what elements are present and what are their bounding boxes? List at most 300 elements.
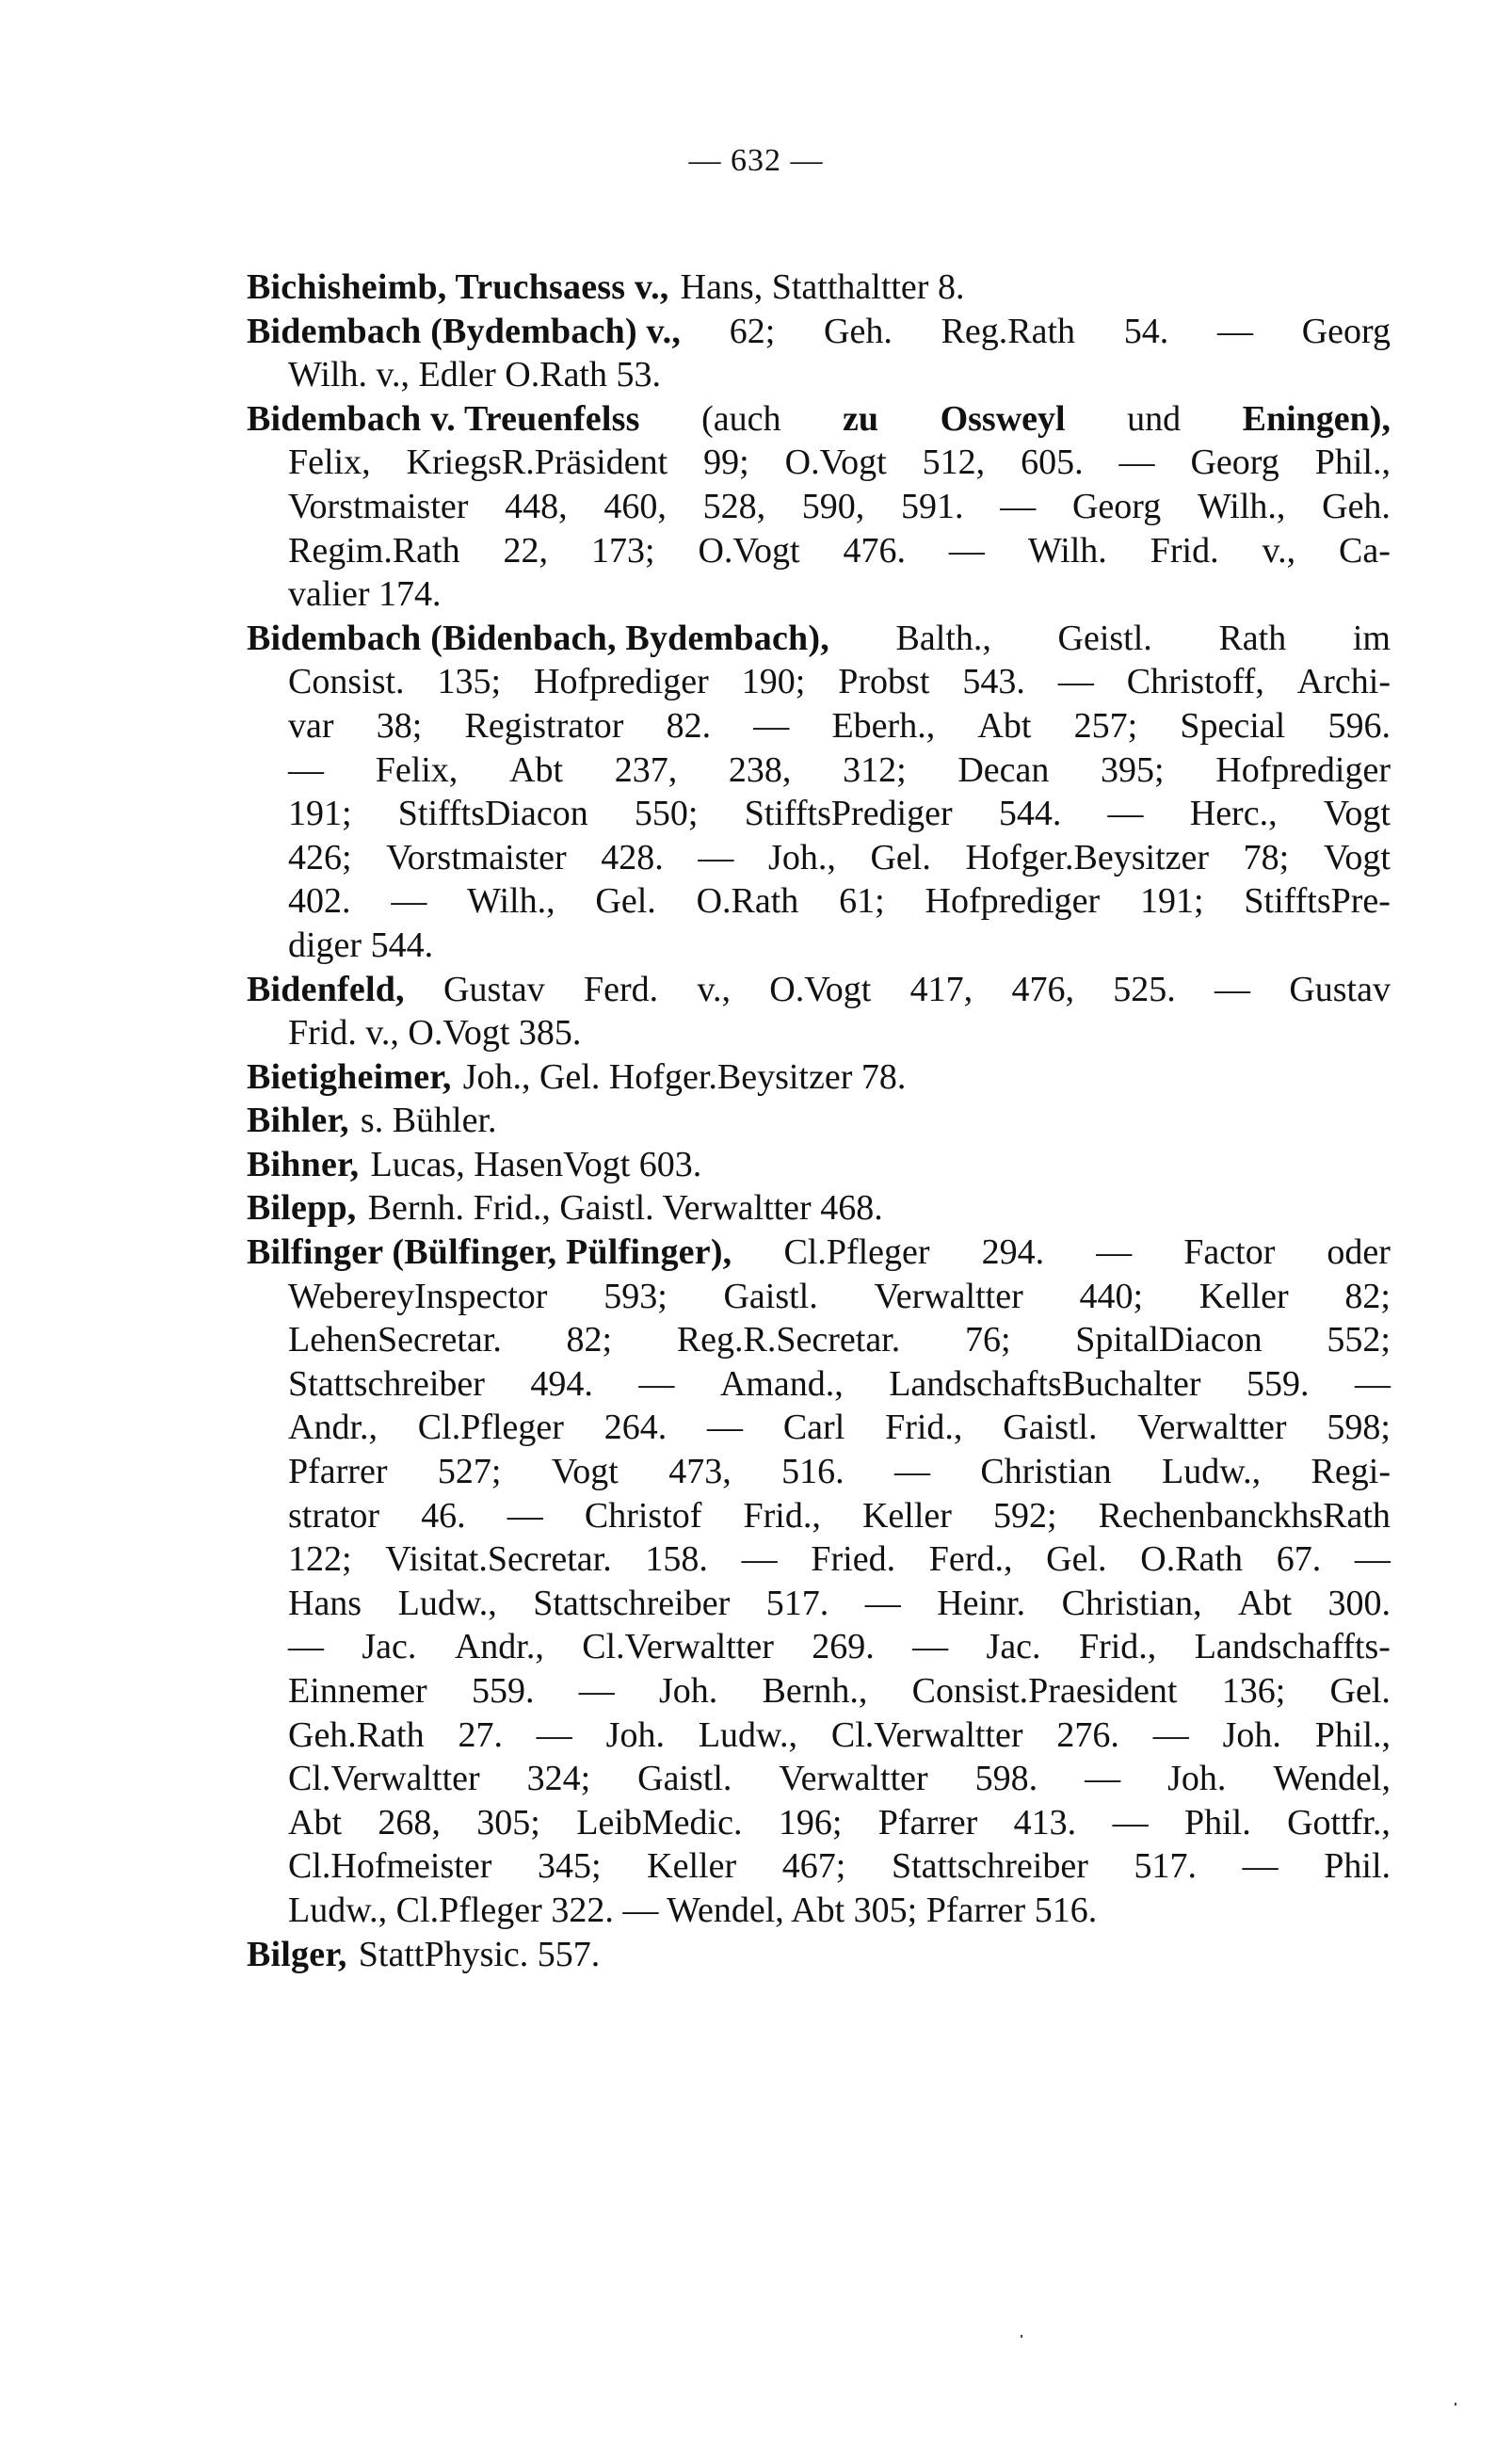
entry-word: 54. [1123, 311, 1169, 351]
entry-continuation-line [247, 1318, 1391, 1362]
entry-word: Reg.R.Secretar. [676, 1320, 901, 1360]
entry-word: 527; [437, 1452, 502, 1492]
entry-word: 528, [702, 486, 766, 526]
entry-word: Ferd., [928, 1539, 1013, 1580]
entry-word: Abt [509, 749, 563, 790]
entry-word: Christian [980, 1452, 1112, 1492]
entry-word: O.Rath [696, 881, 799, 922]
entry-word: Andr., [454, 1627, 544, 1667]
entry-continuation-line [247, 836, 1391, 880]
index-entry [247, 1143, 1391, 1187]
entry-continuation-line [247, 1494, 1391, 1538]
entry-word: 552; [1327, 1320, 1391, 1360]
entry-word: Gustav [1289, 969, 1391, 1009]
entry-word: Frid., [743, 1495, 821, 1536]
entry-word: 605. [1021, 443, 1084, 483]
entry-word: Ludw., [1162, 1452, 1262, 1492]
entry-word: Cl.Verwaltter [830, 1714, 1023, 1755]
entry-word: 512, [922, 443, 986, 483]
entry-word: 550; [634, 794, 699, 834]
entry-word: Geistl. [1057, 618, 1152, 658]
entry-head-line [247, 1186, 1391, 1231]
entry-word: 417, [909, 969, 973, 1009]
entry-word: strator [288, 1495, 380, 1536]
entry-head-line [247, 266, 1391, 310]
entry-continuation-line [247, 572, 1391, 617]
entry-word: 122; [288, 1539, 352, 1580]
entry-word: und [1127, 398, 1182, 439]
entry-word: v., [697, 969, 731, 1009]
entry-word: Felix, [375, 749, 458, 790]
entry-word: Reg.Rath [941, 311, 1076, 351]
entry-continuation-line [247, 1757, 1391, 1801]
entry-word: 78; [1243, 837, 1290, 877]
index-entry [247, 1099, 1391, 1143]
entry-word: 82; [1344, 1276, 1391, 1316]
entry-word: — [288, 749, 324, 790]
entry-word: Visitat.Secretar. [385, 1539, 612, 1580]
entry-word: Keller [861, 1495, 952, 1536]
entry-word: 543. [962, 662, 1025, 702]
entry-word: 467; [781, 1846, 846, 1887]
entry-word: Consist. [288, 662, 405, 702]
entry-word: Cl.Pfleger [417, 1408, 564, 1448]
entry-text: Frid. v., O.Vogt 385. [288, 1013, 582, 1054]
headword: Bilger, [247, 1934, 347, 1974]
entry-word: Vogt [1323, 837, 1391, 877]
entry-word: 61; [839, 881, 885, 922]
entry-word: Joh. [658, 1671, 718, 1711]
page-number: — 632 — [688, 143, 824, 178]
entry-word: — [753, 705, 790, 746]
entry-word: Cl.Verwaltter [582, 1627, 774, 1667]
entry-word: Christoff, [1126, 662, 1264, 702]
entry-word: Jac. [986, 1627, 1041, 1667]
entry-word: 136; [1221, 1671, 1286, 1711]
entry-word: 269. [812, 1627, 875, 1667]
entry-word: StifftsDiacon [397, 794, 588, 834]
entry-word: Regi- [1311, 1452, 1391, 1492]
entry-text: s. Bühler. [360, 1101, 497, 1141]
entry-word: Stattschreiber [891, 1846, 1088, 1887]
entry-word: 516. [781, 1452, 844, 1492]
entry-word: Phil. [1324, 1846, 1391, 1887]
entry-word: 517. [1134, 1846, 1197, 1887]
entry-word: Phil., [1314, 443, 1391, 483]
entry-word: 196; [778, 1802, 843, 1842]
entry-word: — [1000, 486, 1037, 526]
entry-word: Gel. [1329, 1671, 1391, 1711]
entry-word: 300. [1327, 1583, 1391, 1623]
entry-word: 268, [378, 1802, 441, 1842]
entry-word: 264. [603, 1408, 668, 1448]
entry-word: Consist.Praesident [911, 1671, 1178, 1711]
entry-word: Bernh., [762, 1671, 868, 1711]
entry-word: 440; [1079, 1276, 1144, 1316]
entry-continuation-line [247, 1362, 1391, 1407]
entry-text: Ludw., Cl.Pfleger 322. — Wendel, Abt 305; Pfarrer 516. [288, 1890, 1098, 1930]
entry-word: Joh., [768, 837, 836, 877]
entry-word: Keller [1198, 1276, 1289, 1316]
entry-word: 395; [1101, 749, 1165, 790]
entry-word: 448, [505, 486, 568, 526]
entry-word: Probst [838, 662, 930, 702]
headword: Bidembach (Bidenbach, Bydembach), [247, 618, 829, 658]
entry-word: oder [1327, 1232, 1391, 1273]
entry-word: Vogt [1323, 794, 1391, 834]
entry-word: Special [1180, 705, 1286, 746]
index-entry [247, 1055, 1391, 1100]
entry-word: — [1354, 1363, 1391, 1404]
entry-word: Ca- [1339, 530, 1391, 571]
entry-word: LeibMedic. [576, 1802, 743, 1842]
entry-word: Gaistl. [637, 1759, 732, 1799]
entry-word: Carl [782, 1408, 845, 1448]
entry-word: Geh. [824, 311, 893, 351]
entry-head-line [247, 1099, 1391, 1143]
entry-word: RechenbanckhsRath [1098, 1495, 1391, 1536]
index-entry [247, 1933, 1391, 1977]
entry-head-line [247, 310, 1391, 354]
entry-continuation-line [247, 1625, 1391, 1669]
entry-word: Georg [1190, 443, 1279, 483]
entry-text: Bernh. Frid., Gaistl. Verwaltter 468. [367, 1188, 883, 1229]
entry-continuation-line [247, 1844, 1391, 1889]
entry-continuation-line [247, 1889, 1391, 1933]
entry-word: Verwaltter [779, 1759, 928, 1799]
entry-word: Christian, [1061, 1583, 1202, 1623]
entry-word: 476. [843, 530, 906, 571]
headword: Bichisheimb, Truchsaess v., [247, 267, 669, 307]
entry-word: Factor [1183, 1232, 1276, 1273]
entry-word: Eberh., [831, 705, 936, 746]
entry-word: Abt [977, 705, 1032, 746]
entry-word: Stattschreiber [533, 1583, 731, 1623]
entry-word: Vorstmaister [288, 486, 469, 526]
entry-word: Georg [1301, 311, 1391, 351]
entry-word: Geh.Rath [288, 1714, 425, 1755]
entry-word: — [893, 1452, 930, 1492]
entry-word: 191; [1140, 881, 1204, 922]
entry-word: 22, [503, 530, 549, 571]
entry-continuation-line [247, 441, 1391, 485]
entry-continuation-line [247, 1582, 1391, 1626]
entry-word: LandschaftsBuchalter [889, 1363, 1201, 1404]
entry-word: Ossweyl [940, 398, 1066, 439]
entry-word: — [288, 1627, 324, 1667]
entry-continuation-line [247, 748, 1391, 793]
entry-word: — [707, 1408, 744, 1448]
entry-word: zu [843, 398, 879, 439]
entry-word: WebereyInspector [288, 1276, 548, 1316]
entry-word: 27. [458, 1714, 503, 1755]
entry-word: Hofger.Beysitzer [965, 837, 1210, 877]
entry-word: 82; [566, 1320, 613, 1360]
entry-head-line [247, 617, 1391, 661]
entry-word: Joh. [605, 1714, 665, 1755]
entry-word: Vogt [551, 1452, 619, 1492]
entry-word: Keller [647, 1846, 737, 1887]
entry-word: Gaistl. [723, 1276, 818, 1316]
index-entry [247, 266, 1391, 310]
entry-word: Gustav [443, 969, 545, 1009]
entry-word: 598; [1327, 1408, 1391, 1448]
entry-continuation-line [247, 1011, 1391, 1055]
entry-word: Verwaltter [1137, 1408, 1287, 1448]
entry-word: 38; [376, 705, 423, 746]
entry-text: StattPhysic. 557. [358, 1934, 601, 1974]
entry-word: 428. [601, 837, 664, 877]
entry-word: 46. [421, 1495, 466, 1536]
index-entry [247, 310, 1391, 397]
scan-speck [1021, 2335, 1022, 2338]
entry-word: — [741, 1539, 778, 1580]
entry-word: Hans [288, 1583, 362, 1623]
entry-word: Einnemer [288, 1671, 427, 1711]
entry-word: — [1152, 1714, 1189, 1755]
entry-word: — [1242, 1846, 1279, 1887]
entry-word: — [864, 1583, 901, 1623]
index-entry [247, 968, 1391, 1055]
entry-word: — [1096, 1232, 1133, 1273]
entry-word: Felix, [288, 443, 371, 483]
entry-word: Pfarrer [877, 1802, 978, 1842]
headword: Bidembach v. Treuenfelss [247, 398, 640, 439]
entry-word: 525. [1113, 969, 1176, 1009]
entry-continuation-line [247, 529, 1391, 573]
index-entry [247, 1231, 1391, 1933]
entry-continuation-line [247, 1275, 1391, 1319]
entry-word: Hofprediger [925, 881, 1101, 922]
entry-continuation-line [247, 1450, 1391, 1494]
entry-word: 544. [998, 794, 1062, 834]
entry-word: Gel. [595, 881, 656, 922]
entry-word: Frid. [1150, 530, 1219, 571]
entry-word: — [638, 1363, 675, 1404]
entry-word: Joh. [1222, 1714, 1281, 1755]
entry-continuation-line [247, 1537, 1391, 1582]
entry-word: — [948, 530, 985, 571]
entry-word: KriegsR.Präsident [406, 443, 668, 483]
entry-word: — [578, 1671, 615, 1711]
entry-word: Andr., [288, 1408, 378, 1448]
entry-word: Eningen), [1242, 398, 1391, 439]
headword: Bidenfeld, [247, 969, 405, 1009]
index-entry [247, 1186, 1391, 1231]
entry-continuation-line [247, 704, 1391, 748]
entry-word: Gottfr., [1287, 1802, 1391, 1842]
entry-word: Hofprediger [1215, 749, 1391, 790]
entry-text: Lucas, HasenVogt 603. [370, 1144, 702, 1184]
entry-word: 99; [703, 443, 749, 483]
entry-word: 402. [288, 881, 351, 922]
entry-word: Decan [957, 749, 1050, 790]
entry-word: Rath [1218, 618, 1287, 658]
entry-word: 559. [471, 1671, 535, 1711]
entry-word: — [1214, 969, 1251, 1009]
entry-word: Fried. [811, 1539, 896, 1580]
entry-continuation-line [247, 1801, 1391, 1845]
entry-word: 494. [530, 1363, 593, 1404]
headword: Bilfinger (Bülfinger, Pülfinger), [247, 1232, 732, 1273]
entry-word: 591. [901, 486, 964, 526]
index-entry [247, 397, 1391, 617]
entry-word: Landschaffts- [1194, 1627, 1391, 1667]
entry-text: diger 544. [288, 925, 434, 965]
entry-word: 276. [1056, 1714, 1119, 1755]
entry-word: 593; [603, 1276, 668, 1316]
entry-word: Phil., [1314, 1714, 1391, 1755]
entry-word: Phil. [1183, 1802, 1251, 1842]
entry-word: Hofprediger [534, 662, 709, 702]
entry-word: O.Vogt [784, 443, 887, 483]
entry-word: Geh. [1322, 486, 1391, 526]
entry-word: — [1085, 1759, 1121, 1799]
entry-word: 62; [729, 311, 776, 351]
entry-word: — [1354, 1539, 1391, 1580]
entry-word: — [912, 1627, 949, 1667]
entry-word: 305; [476, 1802, 540, 1842]
entry-word: Abt [1238, 1583, 1292, 1623]
entry-word: Wilh., [1197, 486, 1286, 526]
entry-word: 596. [1327, 705, 1391, 746]
entry-word: 413. [1013, 1802, 1077, 1842]
entry-word: Gel. [870, 837, 931, 877]
entry-word: O.Vogt [769, 969, 872, 1009]
entry-word: StifftsPrediger [744, 794, 953, 834]
entry-word: Christof [584, 1495, 702, 1536]
entry-word: Amand., [719, 1363, 844, 1404]
entry-word: Pfarrer [288, 1452, 388, 1492]
entry-word: v., [1262, 530, 1296, 571]
headword: Bihner, [247, 1144, 360, 1184]
entry-word: — [507, 1495, 543, 1536]
entry-head-line [247, 1055, 1391, 1100]
entry-word: Archi- [1296, 662, 1391, 702]
entry-head-line [247, 968, 1391, 1012]
entry-word: — [391, 881, 427, 922]
entry-text: valier 174. [288, 574, 442, 615]
entry-word: 294. [981, 1232, 1045, 1273]
entry-word: Gel. [1046, 1539, 1107, 1580]
entry-word: Wilh. [1027, 530, 1107, 571]
entry-word: — [1118, 443, 1155, 483]
entry-text: Hans, Statthaltter 8. [680, 267, 965, 307]
entry-word: 559. [1246, 1363, 1310, 1404]
entry-word: Wendel, [1273, 1759, 1391, 1799]
entry-text: Wilh. v., Edler O.Rath 53. [288, 355, 661, 395]
entry-word: 345; [537, 1846, 602, 1887]
headword: Bidembach (Bydembach) v., [247, 311, 682, 351]
entry-word: 473, [668, 1452, 732, 1492]
entry-continuation-line [247, 924, 1391, 968]
entry-text: Joh., Gel. Hofger.Beysitzer 78. [462, 1056, 907, 1097]
entry-word: Gaistl. [1003, 1408, 1098, 1448]
index-column [247, 266, 1391, 1976]
entry-word: im [1352, 618, 1391, 658]
entry-word: Ludw., [698, 1714, 797, 1755]
entry-head-line [247, 1933, 1391, 1977]
entry-word: — [1112, 1802, 1149, 1842]
entry-continuation-line [247, 1714, 1391, 1758]
scan-speck [1455, 2403, 1456, 2406]
entry-word: Stattschreiber [288, 1363, 485, 1404]
entry-word: Ludw., [397, 1583, 497, 1623]
entry-word: 76; [964, 1320, 1011, 1360]
entry-continuation-line [247, 660, 1391, 704]
entry-word: Vorstmaister [386, 837, 567, 877]
entry-word: 476, [1011, 969, 1074, 1009]
entry-word: Heinr. [937, 1583, 1026, 1623]
entry-continuation-line [247, 485, 1391, 529]
entry-word: 238, [728, 749, 792, 790]
index-entry [247, 617, 1391, 968]
entry-word: O.Rath [1140, 1539, 1243, 1580]
entry-word: Cl.Verwaltter [288, 1759, 480, 1799]
entry-word: Frid., [885, 1408, 963, 1448]
entry-continuation-line [247, 879, 1391, 924]
entry-word: Frid., [1078, 1627, 1157, 1667]
entry-word: Verwaltter [874, 1276, 1023, 1316]
entry-continuation-line [247, 1669, 1391, 1714]
entry-word: — [1217, 311, 1253, 351]
entry-word: 598. [974, 1759, 1038, 1799]
entry-word: Ferd. [584, 969, 659, 1009]
entry-word: — [536, 1714, 572, 1755]
entry-word: var [288, 705, 334, 746]
entry-word: 237, [614, 749, 678, 790]
entry-continuation-line [247, 1406, 1391, 1450]
entry-word: Joh. [1167, 1759, 1227, 1799]
entry-word: 324; [526, 1759, 591, 1799]
entry-word: — [1057, 662, 1094, 702]
entry-word: — [698, 837, 734, 877]
entry-word: 426; [288, 837, 352, 877]
entry-continuation-line [247, 792, 1391, 836]
headword: Bietigheimer, [247, 1056, 452, 1097]
entry-word: Abt [288, 1802, 342, 1842]
entry-word: 460, [603, 486, 667, 526]
entry-word: Registrator [464, 705, 624, 746]
entry-head-line [247, 397, 1391, 442]
entry-word: StifftsPre- [1244, 881, 1391, 922]
entry-head-line [247, 1231, 1391, 1275]
entry-head-line [247, 1143, 1391, 1187]
entry-word: O.Vogt [698, 530, 800, 571]
entry-word: 158. [645, 1539, 708, 1580]
entry-word: 517. [765, 1583, 829, 1623]
entry-word: SpitalDiacon [1075, 1320, 1263, 1360]
headword: Bilepp, [247, 1188, 357, 1229]
entry-word: Wilh., [467, 881, 555, 922]
entry-word: Herc., [1189, 794, 1278, 834]
entry-word: 190; [741, 662, 806, 702]
entry-word: 135; [437, 662, 502, 702]
entry-word: 312; [843, 749, 907, 790]
entry-word: Regim.Rath [288, 530, 460, 571]
entry-word: 257; [1073, 705, 1138, 746]
entry-word: 592; [993, 1495, 1057, 1536]
entry-word: Georg [1071, 486, 1162, 526]
entry-word: LehenSecretar. [288, 1320, 502, 1360]
headword: Bihler, [247, 1101, 349, 1141]
entry-continuation-line [247, 353, 1391, 397]
entry-word: (auch [701, 398, 781, 439]
entry-word: Jac. [362, 1627, 417, 1667]
entry-word: 191; [288, 794, 352, 834]
entry-word: 590, [801, 486, 865, 526]
entry-word: Cl.Pfleger [783, 1232, 930, 1273]
